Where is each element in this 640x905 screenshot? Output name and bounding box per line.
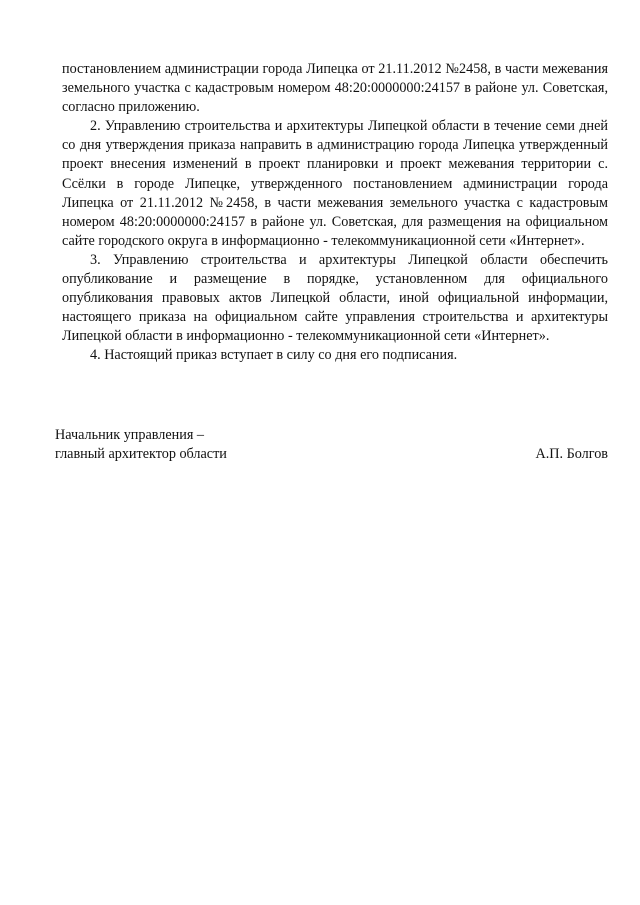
signature-block: [55, 426, 608, 464]
paragraph-item-4: 4. Настоящий приказ вступает в силу со дня его подписания.: [90, 347, 458, 364]
document-body: [62, 60, 608, 366]
signature-position-row-2: [55, 445, 608, 464]
signatory-position-line-2: главный архитектор области: [55, 446, 227, 462]
signatory-name: А.П. Болгов: [535, 446, 608, 462]
signatory-position-line-1: Начальник управления –: [55, 427, 205, 443]
paragraph-item-2: 2. Управлению строительства и архитектуры Липецкой области в течение семи дней со дня утверждения приказа направить в администрацию города Липецка утвержденный проект внесения изменений в проект планировки и проект межевания территории с. Ссёлки в городе Липецке, утвержденного постановлением администрации города Липецка от 21.11.2012 №2458, в части межевания земельного участка с кадастровым номером 48:20:0000000:24157 в районе ул. Советская, для размещения на официальном сайте городского округа в информационно - телекоммуникационной сети «Интернет».: [62, 118, 608, 249]
paragraph-item-3: 3. Управлению строительства и архитектуры Липецкой области обеспечить опубликование и размещение в порядке, установленном для официального опубликования правовых актов Липецкой области, иной официальной информации, настоящего приказа на официальном сайте управления строительства и архитектуры Липецкой области в информационно - телекоммуникационной сети «Интернет».: [62, 251, 608, 345]
paragraph-continuation: постановлением администрации города Липецка от 21.11.2012 №2458, в части межевания земельного участка с кадастровым номером 48:20:0000000:24157 в районе ул. Советская, согласно приложению.: [62, 61, 608, 116]
signature-position-row-1: [55, 426, 608, 445]
